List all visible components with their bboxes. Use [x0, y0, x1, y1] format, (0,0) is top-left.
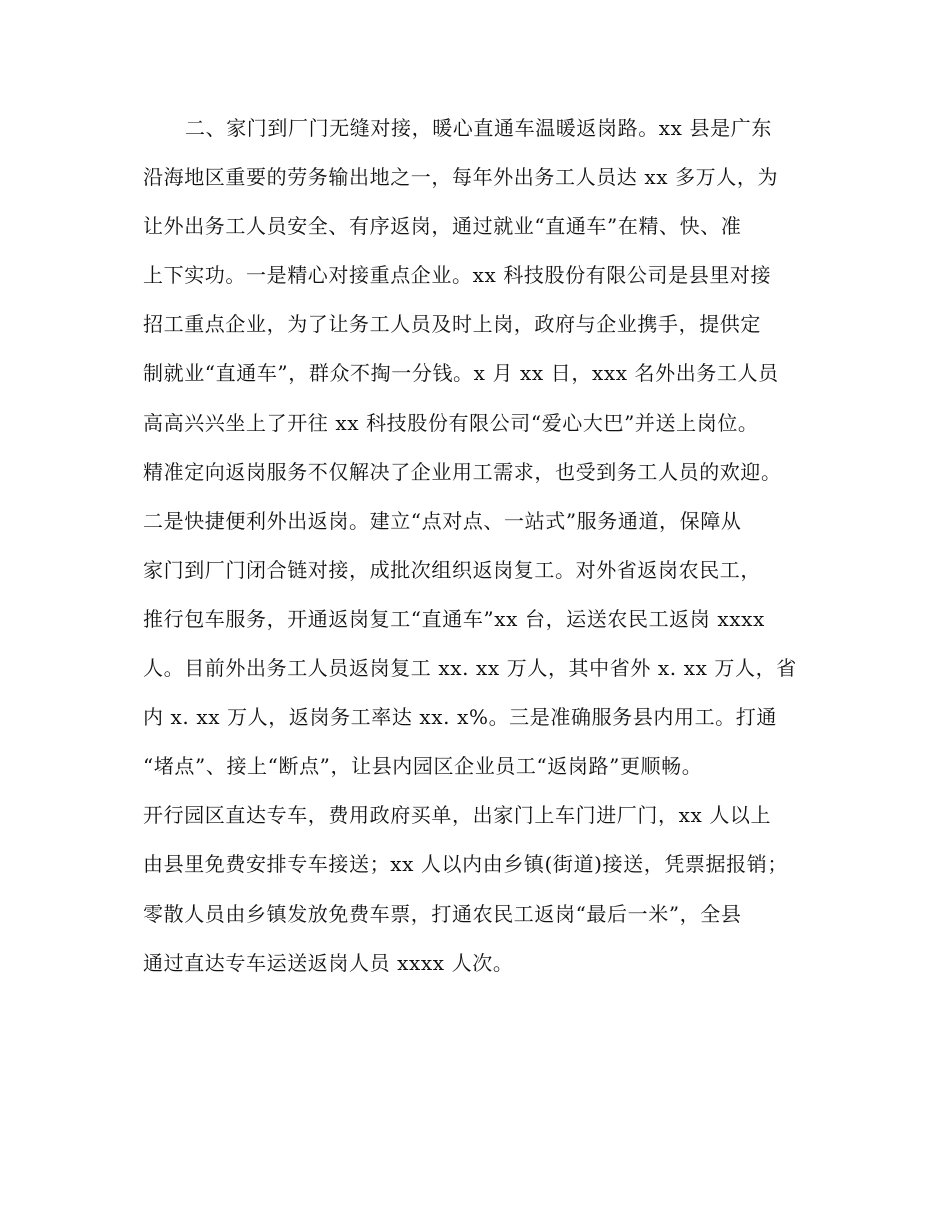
- paragraph-line: 上下实功。一是精心对接重点企业。xx 科技股份有限公司是县里对接: [143, 263, 772, 288]
- paragraph-line: 沿海地区重要的劳务输出地之一，每年外出务工人员达 xx 多万人，为: [143, 165, 779, 190]
- paragraph-line: 精准定向返岗服务不仅解决了企业用工需求，也受到务工人员的欢迎。: [143, 459, 782, 484]
- paragraph-line: 人。目前外出务工人员返岗复工 xx. xx 万人，其中省外 x. xx 万人，省: [143, 656, 797, 681]
- paragraph-line: 零散人员由乡镇发放免费车票，打通农民工返岗“最后一米”，全县: [143, 901, 742, 926]
- paragraph-line: 二是快捷便利外出返岗。建立“点对点、一站式”服务通道，保障从: [143, 508, 742, 533]
- paragraph-line: 高高兴兴坐上了开往 xx 科技股份有限公司“爱心大巴”并送上岗位。: [143, 410, 759, 435]
- paragraph-line: 由县里免费安排专车接送；xx 人以内由乡镇(街道)接送，凭票据报销；: [143, 852, 788, 877]
- paragraph-line: 家门到厂门闭合链对接，成批次组织返岗复工。对外省返岗农民工，: [143, 557, 761, 582]
- paragraph-line: “堵点”、接上“断点”，让县内园区企业员工“返岗路”更顺畅。: [143, 754, 703, 779]
- paragraph-line: 开行园区直达专车，费用政府买单，出家门上车门进厂门，xx 人以上: [143, 803, 772, 828]
- paragraph-line: 招工重点企业，为了让务工人员及时上岗，政府与企业携手，提供定: [143, 312, 761, 337]
- paragraph-line: 二、家门到厂门无缝对接，暖心直通车温暖返岗路。xx 县是广东: [185, 116, 772, 140]
- paragraph-line: 通过直达专车运送返岗人员 xxxx 人次。: [143, 950, 514, 975]
- paragraph-line: 内 x. xx 万人，返岗务工率达 xx. x%。三是准确服务县内用工。打通: [143, 705, 777, 730]
- body-paragraph: [143, 108, 823, 992]
- paragraph-line: 让外出务工人员安全、有序返岗，通过就业“直通车”在精、快、准: [143, 214, 742, 239]
- paragraph-line: 推行包车服务，开通返岗复工“直通车”xx 台，运送农民工返岗 xxxx: [143, 606, 765, 631]
- paragraph-line: 制就业“直通车”，群众不掏一分钱。x 月 xx 日，xxx 名外出务工人员: [143, 361, 779, 386]
